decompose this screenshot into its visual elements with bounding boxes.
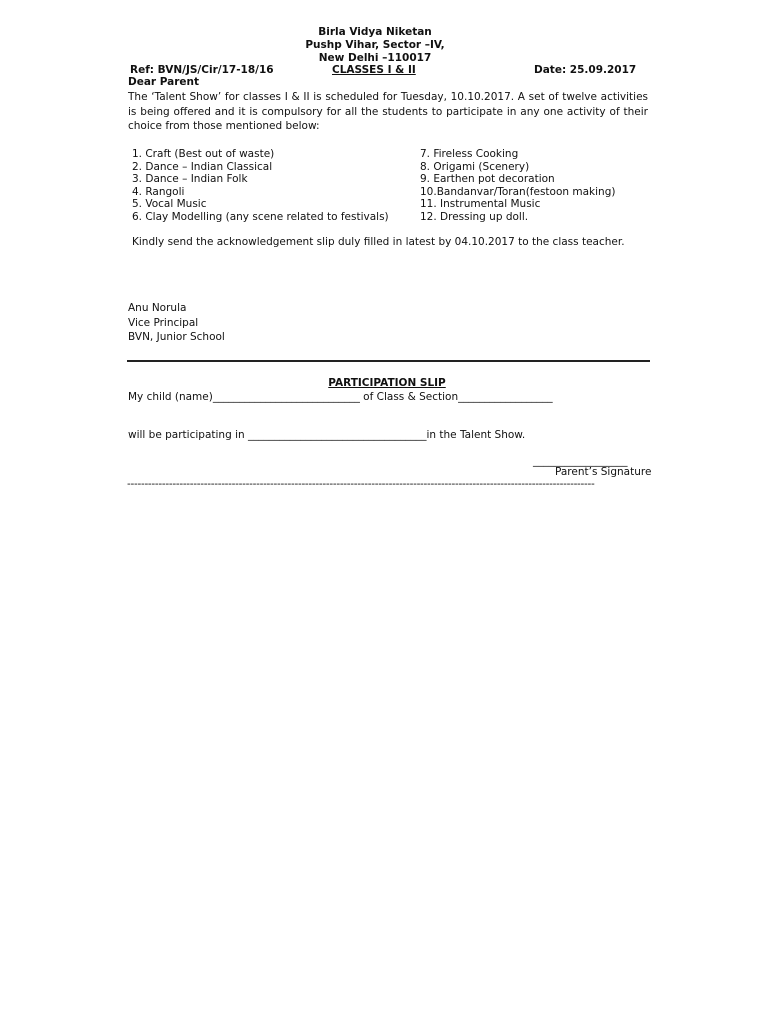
- list-item: 9. Earthen pot decoration: [420, 173, 555, 186]
- activities-right-list: [420, 148, 615, 224]
- activities-left-list: [132, 148, 389, 224]
- intro-paragraph: The ‘Talent Show’ for classes I & II is scheduled for Tuesday, 10.10.2017. A set of twelve activities is being offered and it is compulsory for all the students to participate in any one activity of their choice from those mentioned below:: [128, 91, 648, 132]
- slip-heading: PARTICIPATION SLIP: [328, 377, 446, 389]
- closing-instruction: Kindly send the acknowledgement slip duly filled in latest by 04.10.2017 to the class teacher.: [132, 236, 625, 248]
- school-address-line2: New Delhi –110017: [318, 52, 432, 64]
- slip-child-line: My child (name)____________________________ of Class & Section__________________: [128, 391, 553, 403]
- list-item: 6. Clay Modelling (any scene related to festivals): [132, 210, 389, 223]
- list-item: 5. Vocal Music: [132, 198, 207, 211]
- signature-line: __________________: [533, 455, 628, 467]
- slip-activity-line: will be participating in __________________________________in the Talent Show.: [128, 429, 526, 441]
- signatory-title: Vice Principal: [128, 317, 199, 329]
- school-address-line1: Pushp Vihar, Sector –IV,: [305, 39, 445, 51]
- signatory-org: BVN, Junior School: [128, 331, 225, 343]
- signatory-name: Anu Norula: [128, 302, 187, 314]
- list-item: 4. Rangoli: [132, 185, 185, 198]
- list-item: 2. Dance – Indian Classical: [132, 160, 273, 173]
- list-item: 1. Craft (Best out of waste): [132, 148, 275, 160]
- salutation: Dear Parent: [128, 76, 200, 88]
- classes-heading: CLASSES I & II: [332, 64, 416, 76]
- circular-date: Date: 25.09.2017: [534, 64, 637, 76]
- list-item: 8. Origami (Scenery): [420, 160, 530, 173]
- list-item: 3. Dance – Indian Folk: [132, 173, 248, 186]
- list-item: 11. Instrumental Music: [420, 198, 541, 211]
- list-item: 7. Fireless Cooking: [420, 148, 519, 160]
- school-name: Birla Vidya Niketan: [318, 26, 432, 38]
- parent-signature-label: Parent’s Signature: [555, 466, 652, 478]
- section-divider: [127, 360, 650, 362]
- cut-line: --------------------------------------------------------------------------------------------------------------------------------------: [127, 478, 595, 490]
- list-item: 12. Dressing up doll.: [420, 210, 529, 223]
- reference-number: Ref: BVN/JS/Cir/17-18/16: [130, 64, 274, 76]
- list-item: 10.Bandanvar/Toran(festoon making): [420, 185, 616, 198]
